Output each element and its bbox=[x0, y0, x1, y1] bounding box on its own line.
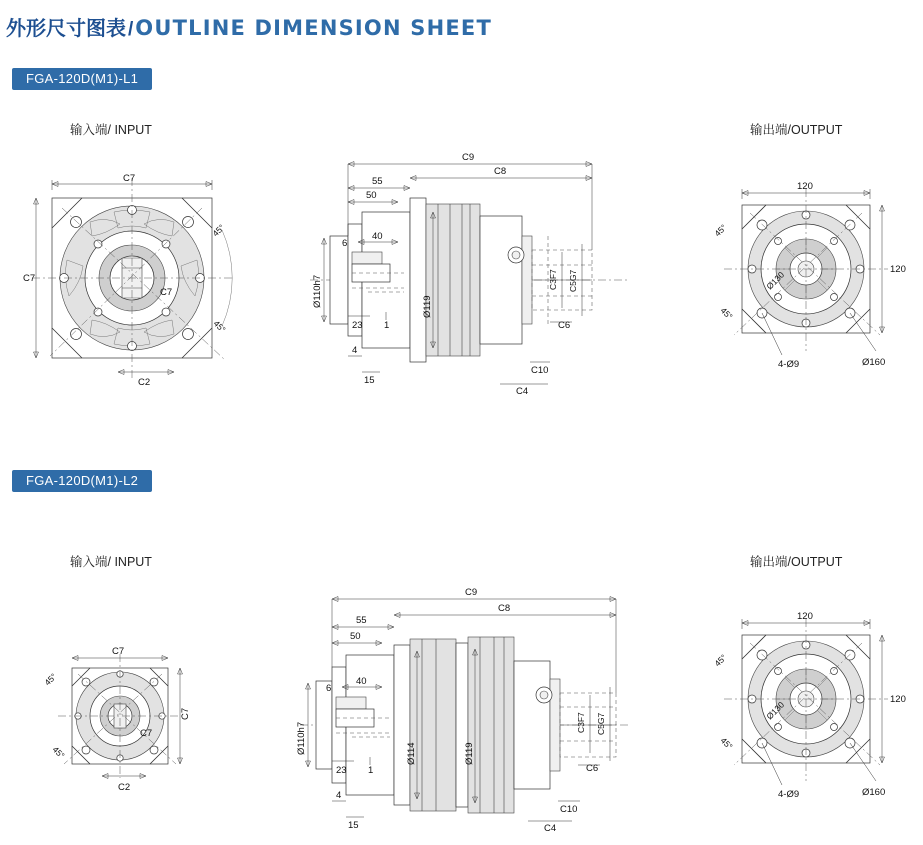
svg-text:Ø110h7: Ø110h7 bbox=[312, 274, 323, 308]
svg-text:50: 50 bbox=[350, 631, 361, 642]
svg-text:15: 15 bbox=[348, 820, 359, 831]
drawing-l2-output-view bbox=[690, 605, 920, 835]
svg-text:120: 120 bbox=[797, 181, 813, 192]
svg-text:55: 55 bbox=[356, 615, 367, 626]
drawing-l2-side-view bbox=[290, 575, 640, 845]
svg-text:45°: 45° bbox=[50, 744, 67, 761]
svg-text:4: 4 bbox=[352, 345, 358, 356]
svg-text:Ø130: Ø130 bbox=[764, 269, 787, 292]
svg-text:40: 40 bbox=[356, 676, 367, 687]
svg-text:45°: 45° bbox=[718, 305, 735, 322]
output-label-l1: 输出端/OUTPUT bbox=[750, 123, 843, 137]
svg-text:4-Ø9: 4-Ø9 bbox=[778, 789, 800, 800]
svg-text:4: 4 bbox=[336, 790, 342, 801]
svg-text:C4: C4 bbox=[516, 386, 529, 397]
svg-text:C9: C9 bbox=[462, 152, 475, 163]
svg-text:6: 6 bbox=[326, 683, 332, 694]
page-title bbox=[6, 12, 492, 41]
svg-text:6: 6 bbox=[342, 238, 348, 249]
svg-text:Ø160: Ø160 bbox=[862, 787, 886, 798]
drawing-l2-input-view bbox=[20, 640, 220, 820]
svg-text:Ø114: Ø114 bbox=[406, 742, 417, 765]
svg-text:Ø160: Ø160 bbox=[862, 357, 886, 368]
title-separator: / bbox=[128, 19, 134, 40]
svg-text:C4: C4 bbox=[544, 823, 557, 834]
svg-text:23: 23 bbox=[352, 320, 363, 331]
input-label-l1: 输入端/ INPUT bbox=[70, 123, 152, 137]
svg-text:45°: 45° bbox=[718, 735, 735, 752]
svg-text:C5G7: C5G7 bbox=[568, 269, 578, 292]
drawing-l1-side-view bbox=[300, 140, 640, 410]
svg-text:C8: C8 bbox=[494, 166, 507, 177]
svg-text:C7: C7 bbox=[140, 728, 153, 739]
svg-text:45°: 45° bbox=[712, 652, 729, 669]
svg-text:Ø119: Ø119 bbox=[464, 742, 475, 765]
svg-text:1: 1 bbox=[368, 765, 374, 776]
svg-text:45°: 45° bbox=[210, 222, 227, 239]
svg-text:C8: C8 bbox=[498, 603, 511, 614]
svg-text:C2: C2 bbox=[138, 377, 151, 388]
svg-text:C7: C7 bbox=[160, 287, 173, 298]
svg-text:C7: C7 bbox=[180, 707, 191, 720]
svg-text:Ø130: Ø130 bbox=[764, 699, 787, 722]
drawing-l1-output-view bbox=[690, 175, 920, 405]
svg-text:120: 120 bbox=[797, 611, 813, 622]
output-label-l2: 输出端/OUTPUT bbox=[750, 555, 843, 569]
svg-text:40: 40 bbox=[372, 231, 383, 242]
svg-text:45°: 45° bbox=[42, 671, 59, 688]
svg-text:55: 55 bbox=[372, 176, 383, 187]
svg-text:45°: 45° bbox=[712, 222, 729, 239]
svg-text:C10: C10 bbox=[531, 365, 549, 376]
model-tag-l2: FGA-120D(M1)-L2 bbox=[12, 470, 152, 492]
svg-text:1: 1 bbox=[384, 320, 390, 331]
svg-text:C7: C7 bbox=[123, 173, 136, 184]
svg-text:C10: C10 bbox=[560, 804, 578, 815]
svg-text:C3F7: C3F7 bbox=[548, 269, 558, 290]
svg-text:Ø119: Ø119 bbox=[422, 295, 433, 318]
svg-text:C9: C9 bbox=[465, 587, 478, 598]
svg-text:4-Ø9: 4-Ø9 bbox=[778, 359, 800, 370]
svg-text:120: 120 bbox=[890, 264, 906, 275]
svg-text:C7: C7 bbox=[23, 273, 36, 284]
svg-text:50: 50 bbox=[366, 190, 377, 201]
svg-text:C6: C6 bbox=[586, 763, 599, 774]
model-tag-l1: FGA-120D(M1)-L1 bbox=[12, 68, 152, 90]
svg-text:Ø110h7: Ø110h7 bbox=[296, 721, 307, 755]
svg-text:C3F7: C3F7 bbox=[576, 712, 586, 733]
svg-text:C6: C6 bbox=[558, 320, 571, 331]
svg-text:C2: C2 bbox=[118, 782, 131, 793]
svg-text:120: 120 bbox=[890, 694, 906, 705]
page-title-en: OUTLINE DIMENSION SHEET bbox=[135, 16, 492, 40]
svg-text:C5G7: C5G7 bbox=[596, 712, 606, 735]
drawing-l1-input-view bbox=[10, 160, 260, 410]
svg-text:45°: 45° bbox=[211, 318, 228, 335]
svg-text:C7: C7 bbox=[112, 646, 125, 657]
svg-text:23: 23 bbox=[336, 765, 347, 776]
page-title-cn: 外形尺寸图表 bbox=[6, 18, 126, 40]
input-label-l2: 输入端/ INPUT bbox=[70, 555, 152, 569]
svg-text:15: 15 bbox=[364, 375, 375, 386]
